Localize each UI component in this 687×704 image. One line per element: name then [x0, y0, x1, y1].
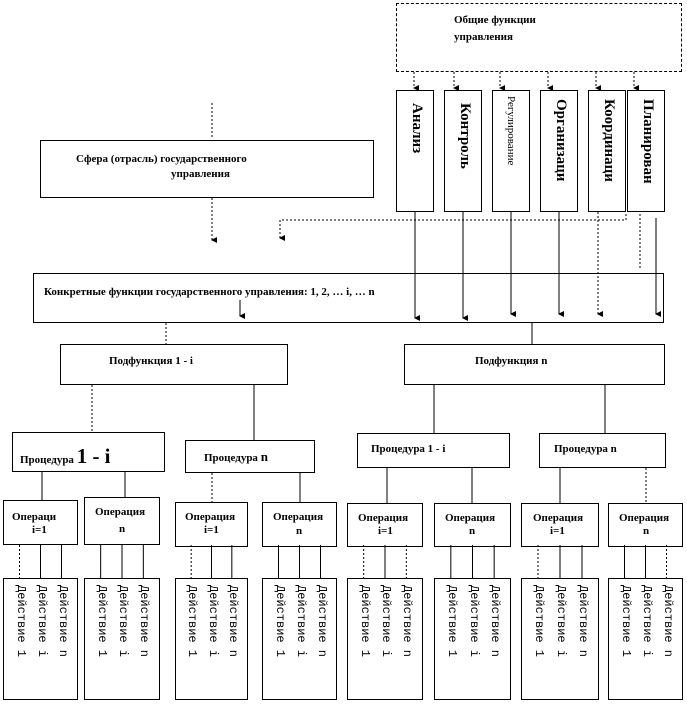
operation-label-3-line2: i=1 [204, 524, 219, 536]
action-label: Действие n [225, 585, 240, 658]
concrete-functions-label: Конкретные функции государственного управления: 1, 2, … i, … n [44, 286, 375, 298]
sphere-label-line1: Сфера (отрасль) государственного [76, 153, 247, 165]
procedure-label-2-prefix: Процедура [204, 452, 261, 464]
action-label: Действие i [116, 585, 130, 658]
operation-label-5-line1: Операция [358, 512, 409, 524]
operation-label-7-line1: Операция [533, 512, 584, 524]
action-label: Действие i [466, 585, 481, 658]
action-label: Действие i [379, 585, 393, 658]
action-label: Действие i [639, 585, 654, 658]
action-label: Действие i [34, 585, 49, 658]
action-label: Действие 1 [532, 585, 546, 658]
action-label: Действие n [576, 585, 590, 658]
action-label: Действие i [205, 585, 220, 658]
action-label: Действие 1 [94, 585, 109, 658]
operation-label-8-line1: Операция [619, 512, 670, 524]
operation-label-1-line1: Операци [12, 511, 57, 523]
procedure-label-4: Процедура n [554, 443, 617, 455]
action-label: Действие n [314, 585, 329, 658]
operation-label-3-line1: Операция [185, 511, 236, 523]
subfunction-label-1-i: Подфункция 1 - i [109, 355, 193, 367]
operation-label-7-line2: i=1 [550, 525, 565, 537]
action-label: Действие 1 [185, 585, 200, 658]
operation-label-2-line2: n [119, 523, 126, 535]
procedure-label-1-prefix: Процедура [20, 454, 77, 466]
function-label-control: Контроль [457, 103, 473, 169]
operation-label-4-line1: Операция [273, 511, 324, 523]
function-label-planning: Планирован [640, 99, 656, 184]
general-functions-title-line1: Общие функции [454, 14, 536, 26]
subfunction-label-n: Подфункция n [475, 355, 548, 367]
function-label-regulation: Регулирование [505, 96, 517, 166]
function-label-analysis: Анализ [409, 103, 425, 154]
operation-label-1-line2: i=1 [32, 524, 47, 536]
action-label: Действие n [55, 585, 70, 658]
procedure-label-2-suffix: n [260, 449, 268, 464]
action-label: Действие 1 [357, 585, 372, 658]
action-label: Действие 1 [13, 585, 28, 658]
action-label: Действие n [400, 585, 415, 658]
action-label: Действие i [554, 585, 568, 658]
operation-label-6-line1: Операция [445, 512, 496, 524]
action-label: Действие n [660, 585, 675, 658]
action-label: Действие 1 [618, 585, 633, 658]
function-label-organization: Организаци [553, 99, 569, 182]
function-label-coordination: Координаци [601, 99, 617, 182]
operation-label-8-line2: n [643, 525, 650, 537]
operation-label-5-line2: i=1 [378, 525, 393, 537]
general-functions-title-line2: управления [454, 31, 513, 43]
procedure-label-3: Процедура 1 - i [371, 443, 446, 455]
procedure-label-1-suffix: 1 - i [76, 444, 111, 468]
operation-label-2-line1: Операция [95, 506, 146, 518]
action-label: Действие n [488, 585, 503, 658]
action-label: Действие 1 [272, 585, 287, 658]
action-label: Действие i [293, 585, 308, 658]
operation-label-4-line2: n [296, 525, 303, 537]
sphere-label-line2: управления [171, 168, 230, 180]
action-label: Действие n [137, 585, 152, 658]
action-label: Действие 1 [444, 585, 459, 658]
operation-label-6-line2: n [469, 525, 476, 537]
